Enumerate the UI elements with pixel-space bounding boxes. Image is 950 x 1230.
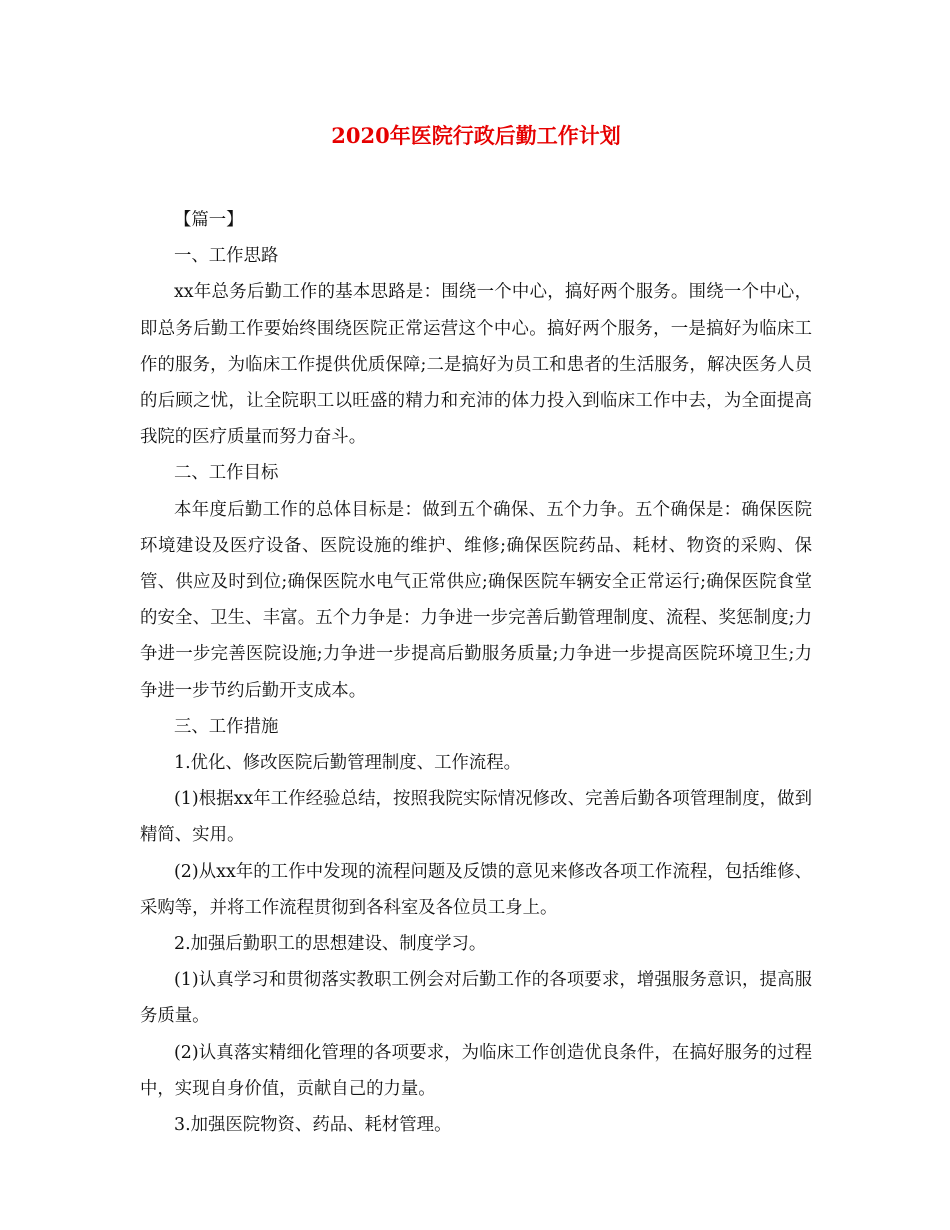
measure-1-heading: 1.优化、修改医院后勤管理制度、工作流程。 (174, 753, 522, 774)
paragraph-work-goals: 本年度后勤工作的总体目标是：做到五个确保、五个力争。五个确保是：确保医院环境建设及医疗设备、医院设施的维护、维修;确保医院药品、耗材、物资的采购、保管、供应及时到位;确保医院水电气正常供应;确保医院车辆安全正常运行;确保医院食堂的安全、卫生、丰富。五个力争是：力争进一步完善后勤管理制度、流程、奖惩制度;力争进一步完善医院设施;力争进一步提高后勤服务质量;力争进一步提高医院环境卫生;力争进一步节约后勤开支成本。 (140, 499, 812, 701)
measure-3-heading: 3.加强医院物资、药品、耗材管理。 (174, 1115, 452, 1136)
measure-2-item-1: (1)认真学习和贯彻落实教职工例会对后勤工作的各项要求，增强服务意识，提高服务质量。 (140, 970, 812, 1027)
document-body (140, 202, 812, 1143)
measure-2-item-2: (2)认真落实精细化管理的各项要求，为临床工作创造优良条件，在搞好服务的过程中，实现自身价值，贡献自己的力量。 (140, 1042, 812, 1099)
heading-work-goals: 二、工作目标 (174, 463, 279, 484)
paragraph-work-approach: xx年总务后勤工作的基本思路是：围绕一个中心，搞好两个服务。围绕一个中心，即总务后勤工作要始终围绕医院正常运营这个中心。搞好两个服务，一是搞好为临床工作的服务，为临床工作提供优质保障;二是搞好为员工和患者的生活服务，解决医务人员的后顾之忧，让全院职工以旺盛的精力和充沛的体力投入到临床工作中去，为全面提高我院的医疗质量而努力奋斗。 (140, 282, 812, 448)
measure-1-item-2: (2)从xx年的工作中发现的流程问题及反馈的意见来修改各项工作流程，包括维修、采购等，并将工作流程贯彻到各科室及各位员工身上。 (140, 861, 812, 918)
heading-work-approach: 一、工作思路 (174, 246, 279, 267)
measure-2-heading: 2.加强后勤职工的思想建设、制度学习。 (174, 934, 487, 955)
measure-1-item-1: (1)根据xx年工作经验总结，按照我院实际情况修改、完善后勤各项管理制度，做到精简、实用。 (140, 789, 812, 846)
heading-work-measures: 三、工作措施 (174, 716, 279, 737)
document-title: 2020年医院行政后勤工作计划 (331, 123, 621, 148)
section-label-part-one: 【篇一】 (174, 210, 244, 230)
